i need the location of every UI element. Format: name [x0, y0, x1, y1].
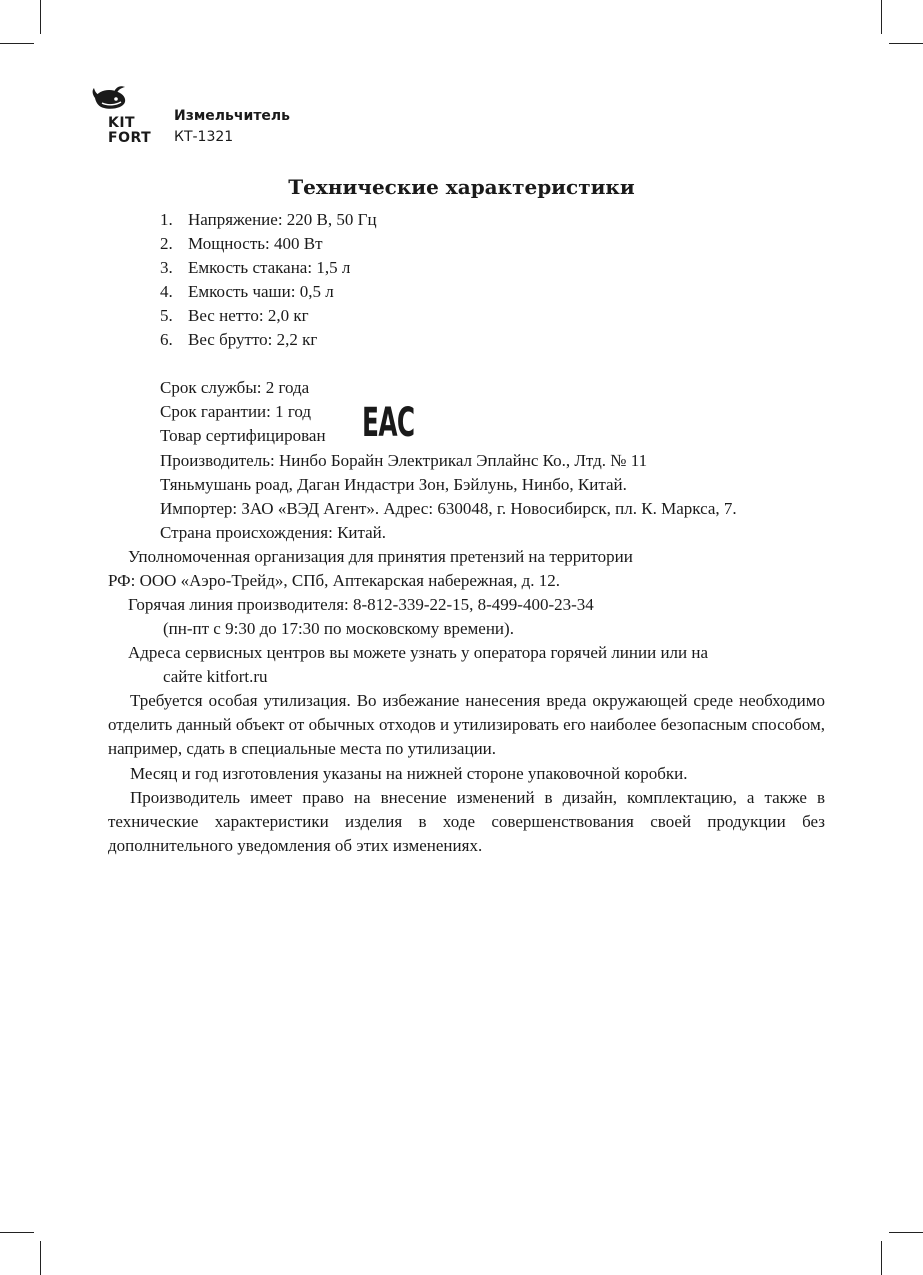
specs-list [160, 208, 377, 352]
eac-mark: EAC [362, 400, 415, 446]
certified-text: Товар сертифицирован [160, 426, 326, 445]
page-title: Технические характеристики [288, 175, 635, 199]
crop-mark [889, 1232, 923, 1233]
authorized-org-line-2: РФ: ООО «Аэро-Трейд», СПб, Аптекарская набережная, д. 12. [108, 571, 561, 590]
authorized-org-line-1: Уполномоченная организация для принятия претензий на территории [128, 547, 633, 566]
manufacturer-address: Тяньмушань роад, Даган Индастри Зон, Бэйлунь, Нинбо, Китай. [160, 475, 627, 494]
spec-item: 6. Вес брутто: 2,2 кг [160, 330, 318, 349]
importer: Импортер: ЗАО «ВЭД Агент». Адрес: 630048, г. Новосибирск, пл. К. Маркса, 7. [160, 499, 737, 518]
product-model: КТ-1321 [174, 129, 234, 145]
brand-line-2: FORT [108, 130, 152, 146]
service-life: Срок службы: 2 года [160, 378, 310, 397]
service-centers-line-2: сайте kitfort.ru [163, 667, 268, 686]
product-name: Измельчитель [174, 108, 291, 124]
manufacturer: Производитель: Нинбо Борайн Электрикал Эплайнс Ко., Лтд. № 11 [160, 451, 648, 470]
crop-mark [0, 43, 34, 44]
warranty: Срок гарантии: 1 год [160, 402, 312, 421]
disposal-paragraph: Требуется особая утилизация. Во избежание нанесения вреда окружающей среде необходимо отделить данный объект от обычных отходов и утилизировать его наиболее безопасным способом, например, сдать в специальные места по утилизации. [108, 691, 825, 758]
hotline-hours: (пн-пт с 9:30 до 17:30 по московскому времени). [163, 619, 514, 638]
crop-mark [881, 0, 882, 34]
hotline: Горячая линия производителя: 8-812-339-22-15, 8-499-400-23-34 [128, 595, 594, 614]
brand-logo [92, 84, 162, 148]
spec-item: 1. Напряжение: 220 В, 50 Гц [160, 210, 377, 229]
spec-item: 4. Емкость чаши: 0,5 л [160, 282, 334, 301]
spec-item: 3. Емкость стакана: 1,5 л [160, 258, 351, 277]
crop-mark [881, 1241, 882, 1275]
crop-mark [889, 43, 923, 44]
service-centers-line-1: Адреса сервисных центров вы можете узнать у оператора горячей линии или на [128, 643, 709, 662]
crop-mark [40, 0, 41, 34]
whale-icon [92, 84, 132, 114]
spec-item: 2. Мощность: 400 Вт [160, 234, 323, 253]
crop-mark [40, 1241, 41, 1275]
manufacture-date-paragraph: Месяц и год изготовления указаны на нижней стороне упаковочной коробки. [130, 764, 688, 783]
country-of-origin: Страна происхождения: Китай. [160, 523, 387, 542]
spec-item: 5. Вес нетто: 2,0 кг [160, 306, 309, 325]
crop-mark [0, 1232, 34, 1233]
brand-line-1: KIT [108, 115, 136, 131]
changes-paragraph: Производитель имеет право на внесение изменений в дизайн, комплектацию, а также в технические характеристики изделия в ходе совершенствования своей продукции без дополнительного уведомления об этих изменениях. [108, 788, 825, 855]
